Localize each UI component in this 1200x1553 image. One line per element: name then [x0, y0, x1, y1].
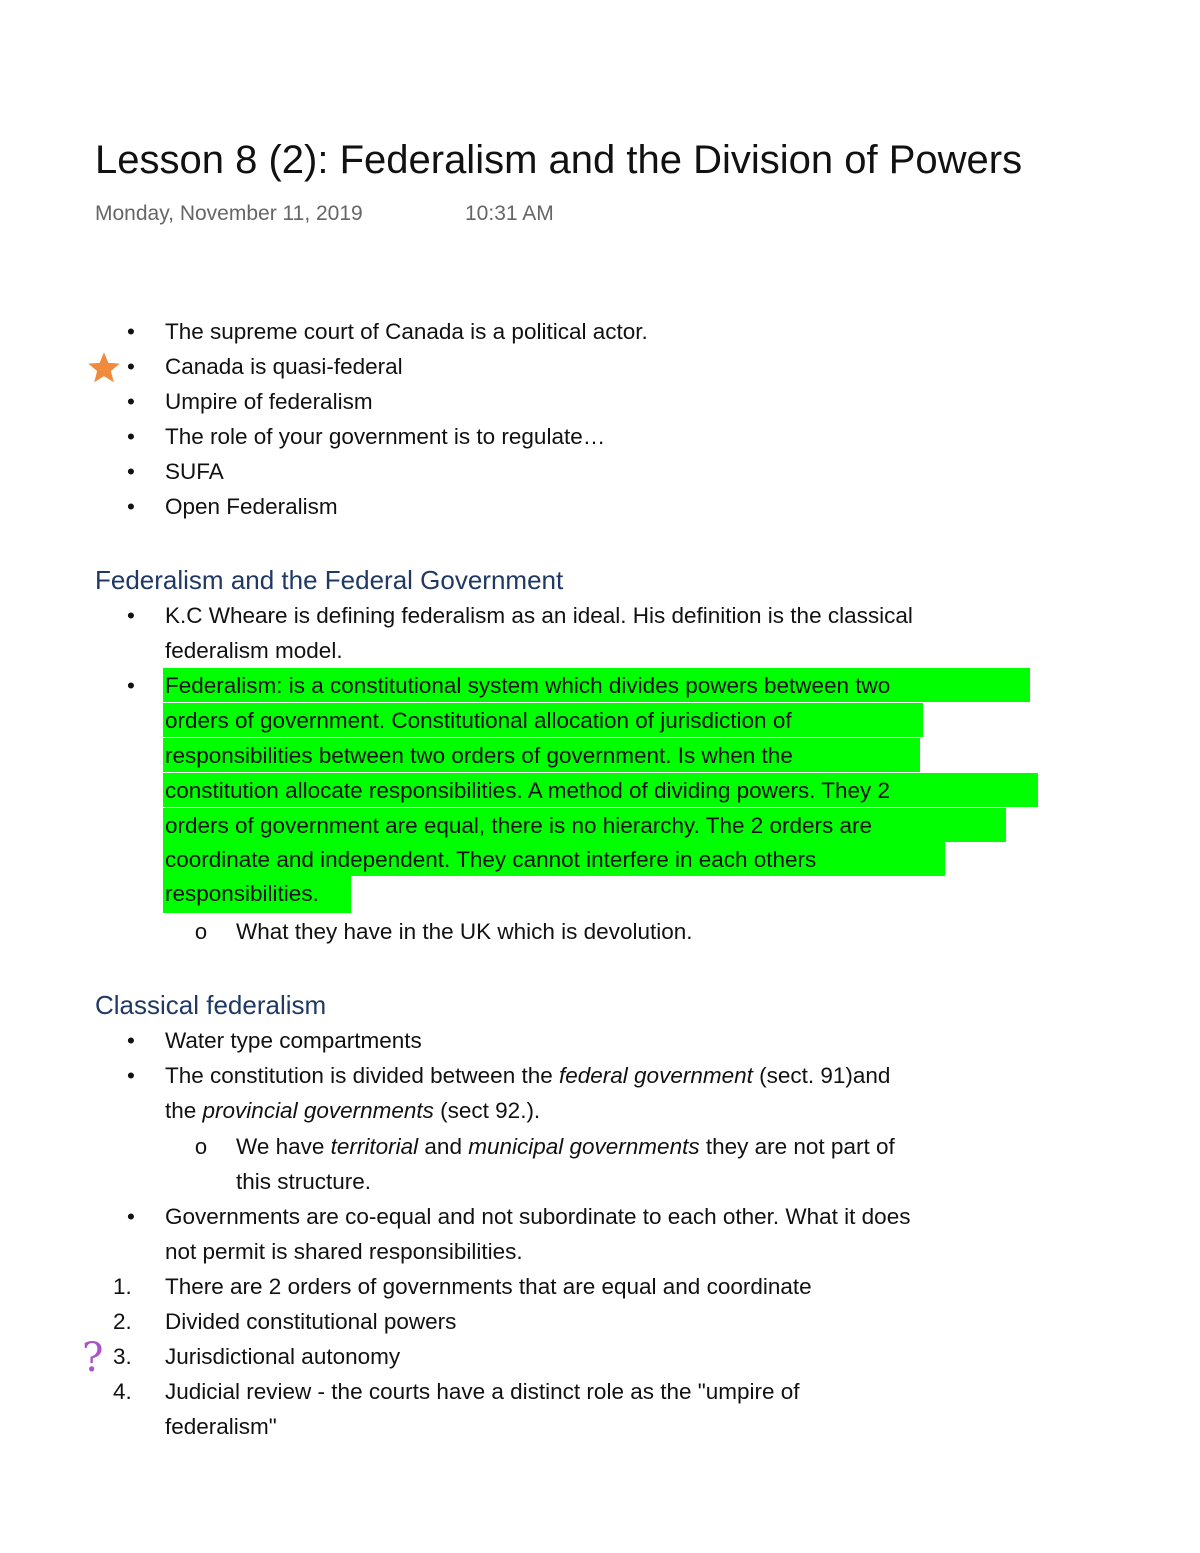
list-item-continuation	[165, 1234, 1050, 1269]
bullet-marker: •	[127, 603, 135, 628]
text-run-italic: territorial	[330, 1134, 419, 1159]
list-item-text: Canada is quasi-federal	[165, 354, 403, 379]
numbered-item	[113, 1304, 1050, 1339]
list-item	[127, 1199, 1050, 1234]
highlight-text: orders of government. Constitutional allocation of jurisdiction of	[165, 708, 792, 733]
sub-list-item-continuation	[236, 1164, 1121, 1199]
bullet-marker: •	[127, 459, 135, 484]
bullet-marker: •	[127, 1063, 135, 1088]
list-item-text: Jurisdictional autonomy	[165, 1344, 401, 1369]
list-item-text: Divided constitutional powers	[165, 1309, 457, 1334]
bullet-marker: •	[127, 1028, 135, 1053]
bullet-marker: •	[127, 424, 135, 449]
numbered-item-continuation	[165, 1409, 1050, 1444]
time-text: 10:31 AM	[465, 202, 554, 225]
highlight-text: orders of government are equal, there is no hierarchy. The 2 orders are	[165, 813, 873, 838]
text-run: they are not part of	[699, 1134, 895, 1159]
list-item-text: Open Federalism	[165, 494, 338, 519]
list-item-text: Umpire of federalism	[165, 389, 373, 414]
list-item	[127, 489, 1050, 524]
highlight-text: coordinate and independent. They cannot interfere in each others	[165, 847, 817, 872]
list-item	[127, 1023, 1050, 1058]
list-item	[127, 314, 1050, 349]
star-icon	[86, 350, 122, 386]
list-item	[127, 598, 1050, 633]
number-marker: 4.	[113, 1379, 132, 1404]
page-title: Lesson 8 (2): Federalism and the Division of Powers	[95, 138, 1023, 182]
date-text: Monday, November 11, 2019	[95, 202, 363, 225]
text-run: (sect 92.).	[433, 1098, 541, 1123]
text-run-italic: municipal governments	[468, 1134, 700, 1159]
list-item	[127, 1058, 1050, 1093]
highlight-text: responsibilities between two orders of government. Is when the	[165, 743, 793, 768]
list-item-text: SUFA	[165, 459, 224, 484]
text-run: We have	[236, 1134, 331, 1159]
list-item	[127, 454, 1050, 489]
list-item	[127, 349, 1050, 384]
highlight-text: Federalism: is a constitutional system which divides powers between two	[165, 673, 891, 698]
sub-list-item	[194, 1129, 1121, 1164]
question-mark-icon: ?	[82, 1335, 104, 1381]
list-item-text: Water type compartments	[165, 1028, 422, 1053]
sub-bullet-marker: o	[194, 919, 208, 944]
list-item-continuation	[165, 1093, 1050, 1128]
number-marker: 2.	[113, 1309, 132, 1334]
bullet-marker: •	[127, 354, 135, 379]
text-run-italic: federal government	[559, 1063, 753, 1088]
list-item-text: federalism model.	[165, 638, 343, 663]
highlight-text: responsibilities.	[165, 881, 319, 906]
text-run: (sect. 91)and	[752, 1063, 891, 1088]
list-item-text: Governments are co-equal and not subordinate to each other. What it does	[165, 1204, 911, 1229]
text-run: and	[418, 1134, 469, 1159]
list-item-text: Judicial review - the courts have a distinct role as the "umpire of	[165, 1379, 800, 1404]
bullet-marker: •	[127, 494, 135, 519]
bullet-marker: •	[127, 389, 135, 414]
bullet-marker: •	[127, 319, 135, 344]
list-item-continuation	[165, 633, 1050, 668]
sub-bullet-marker: o	[194, 1134, 208, 1159]
number-marker: 3.	[113, 1344, 132, 1369]
sub-list-item	[194, 914, 1121, 949]
list-item-text: There are 2 orders of governments that are equal and coordinate	[165, 1274, 812, 1299]
list-item	[127, 384, 1050, 419]
numbered-item	[113, 1269, 1050, 1304]
text-run: this structure.	[236, 1169, 372, 1194]
list-item	[127, 419, 1050, 454]
list-item-text: What they have in the UK which is devolution.	[236, 919, 693, 944]
list-item-text: K.C Wheare is defining federalism as an ideal. His definition is the classical	[165, 603, 913, 628]
list-item-text: The role of your government is to regulate…	[165, 424, 606, 449]
numbered-item	[113, 1374, 1050, 1409]
section-heading: Classical federalism	[95, 990, 327, 1020]
bullet-marker: •	[127, 1204, 135, 1229]
text-run: the	[165, 1098, 203, 1123]
text-run: The constitution is divided between the	[165, 1063, 559, 1088]
section-heading: Federalism and the Federal Government	[95, 565, 564, 595]
page-date	[95, 199, 554, 229]
highlight-text: constitution allocate responsibilities. A method of dividing powers. They 2	[165, 778, 890, 803]
list-item-text: federalism"	[165, 1414, 277, 1439]
list-item-text: The supreme court of Canada is a political actor.	[165, 319, 648, 344]
number-marker: 1.	[113, 1274, 132, 1299]
numbered-item	[113, 1339, 1050, 1374]
text-run-italic: provincial governments	[202, 1098, 434, 1123]
list-item-text: not permit is shared responsibilities.	[165, 1239, 523, 1264]
bullet-marker: •	[127, 673, 135, 698]
